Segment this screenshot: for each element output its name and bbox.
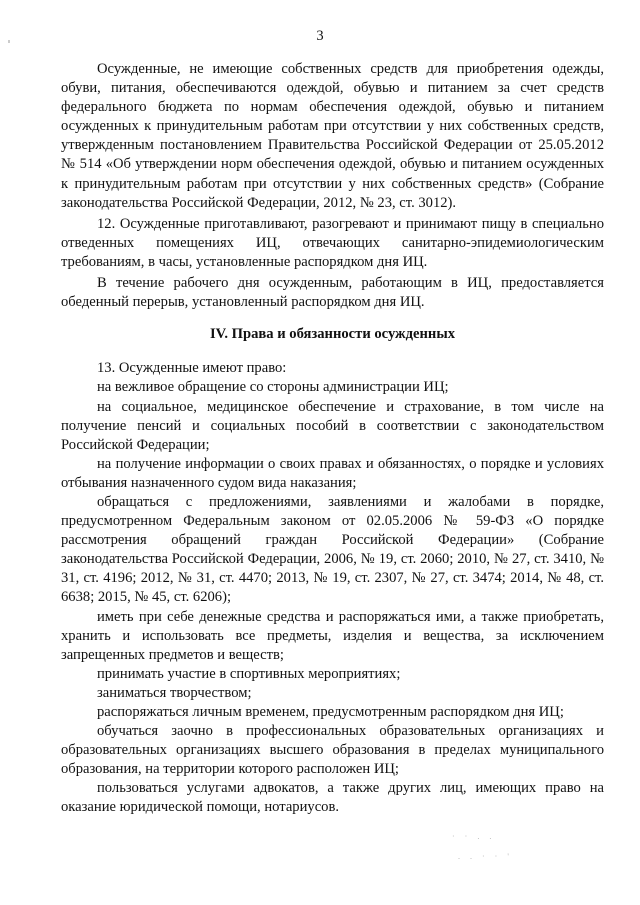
scan-noise: . . · · ' — [458, 852, 513, 861]
paragraph-right-appeals: обращаться с предложениями, заявлениями и жалобами в порядке, предусмотренном Федеральным законом от 02.05.2006 № 59-ФЗ «О порядке рассмотрения обращений граждан Российской Федерации» (Собрание законодательства Российской Федерации, 2006, № 19, ст. 2060; 2010, № 27, ст. 3410, № 31, ст. 4196; 2012, № 31, ст. 4470; 2013, № 19, ст. 2307, № 27, ст. 3474; 2014, № 48, ст. 6638; 2015, № 45, ст. 6206); — [61, 493, 604, 606]
paragraph-right-social-security: на социальное, медицинское обеспечение и страхование, в том числе на получение пенсий и социальных пособий в соответствии с законодательством Российской Федерации; — [61, 398, 604, 453]
paragraph-right-lawyers: пользоваться услугами адвокатов, а также других лиц, имеющих право на оказание юридической помощи, нотариусов. — [61, 780, 604, 816]
paragraph-right-education: обучаться заочно в профессиональных образовательных организациях и образовательных организациях высшего образования в пределах муниципального образования, на территории которого расположен ИЦ; — [61, 723, 604, 778]
paragraph-right-sports: принимать участие в спортивных мероприятиях; — [97, 665, 401, 682]
paragraph-item-12: 12. Осужденные приготавливают, разогревают и принимают пищу в специально отведенных помещениях ИЦ, отвечающих санитарно-эпидемиологическим требованиям, в часы, установленные распорядком дня ИЦ. — [61, 215, 604, 270]
paragraph-right-creativity: заниматься творчеством; — [97, 684, 252, 701]
section-heading: IV. Права и обязанности осужденных — [209, 326, 456, 343]
paragraph-right-money-items: иметь при себе денежные средства и распоряжаться ими, а также приобретать, хранить и использовать все предметы, изделия и вещества, за исключением запрещенных предметов и веществ; — [61, 608, 604, 663]
page-number: 3 — [316, 28, 324, 44]
paragraph-item-13: 13. Осужденные имеют право: — [97, 360, 287, 377]
paragraph-lunch-break: В течение рабочего дня осужденным, работающим в ИЦ, предоставляется обеденный перерыв, установленный распорядком дня ИЦ. — [61, 275, 604, 311]
paragraph-clothing-provision: Осужденные, не имеющие собственных средств для приобретения одежды, обуви, питания, обеспечиваются одеждой, обувью и питанием за счет средств федерального бюджета по нормам обеспечения одеждой, обувью и питанием осужденных к принудительным работам при отсутствии у них собственных средств, утвержденным постановлением Правительства Российской Федерации от 25.05.2012 № 514 «Об утверждении норм обеспечения одеждой, обувью и питанием осужденных к принудительным работам при отсутствии у них собственных средств» (Собрание законодательства Российской Федерации, 2012, № 23, ст. 3012). — [61, 61, 604, 211]
scan-noise: · · . . — [452, 832, 496, 841]
paragraph-right-information: на получение информации о своих правах и обязанностях, о порядке и условиях отбывания назначенного судом вида наказания; — [61, 455, 604, 491]
paragraph-right-personal-time: распоряжаться личным временем, предусмотренным распорядком дня ИЦ; — [97, 704, 564, 720]
paragraph-right-polite-treatment: на вежливое обращение со стороны администрации ИЦ; — [97, 379, 449, 396]
document-body — [61, 60, 604, 818]
